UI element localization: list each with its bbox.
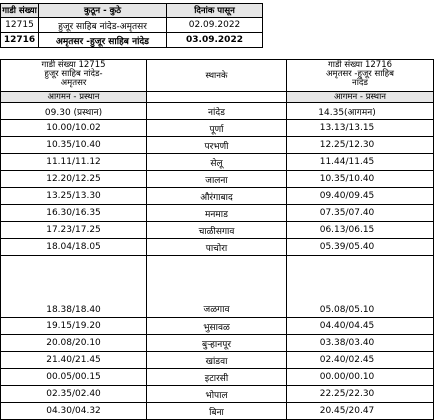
timetable [0, 59, 434, 420]
station-name: जळगाव [147, 256, 287, 318]
station-name: बिना [147, 403, 287, 420]
time-12716: 04.40/04.45 [287, 318, 434, 335]
time-12715: 09.30 (प्रस्थान) [1, 103, 147, 120]
time-12716: 20.45/20.47 [287, 403, 434, 420]
time-12716: 07.35/07.40 [287, 205, 434, 222]
station-name: भोपाल [147, 386, 287, 403]
timetable-row [1, 352, 434, 369]
header-line: गाडी संख्या 12715 [41, 60, 106, 70]
station-name: नांदेड [147, 103, 287, 120]
timetable-row [1, 154, 434, 171]
timetable-row [1, 335, 434, 352]
time-12715: 17.23/17.25 [1, 222, 147, 239]
time-12715: 18.38/18.40 [1, 256, 147, 318]
station-name: पूर्णा [147, 120, 287, 137]
train-date: 02.09.2022 [167, 18, 263, 33]
stations-label: स्थानके [205, 70, 228, 81]
time-12715: 10.00/10.02 [1, 120, 147, 137]
time-12715: 19.15/19.20 [1, 318, 147, 335]
train-number: 12715 [1, 18, 39, 33]
header-line: हुजूर साहिब नांदेड- [44, 69, 103, 79]
header-line: अमृतसर -हुजूर साहिब [326, 69, 394, 79]
timetable-row [1, 386, 434, 403]
time-12716: 14.35(आगमन) [287, 103, 434, 120]
time-12716: 00.00/00.10 [287, 369, 434, 386]
header-route: कुठून - कुठे [39, 4, 167, 18]
arrival-departure-right: आगमन - प्रस्थान [287, 92, 434, 103]
time-12716: 03.38/03.40 [287, 335, 434, 352]
time-12716: 02.40/02.45 [287, 352, 434, 369]
timetable-row [1, 403, 434, 420]
time-12715: 20.08/20.10 [1, 335, 147, 352]
station-name: जालना [147, 171, 287, 188]
time-12716: 13.13/13.15 [287, 120, 434, 137]
timetable-header-row [1, 60, 434, 92]
time-12715: 16.30/16.35 [1, 205, 147, 222]
time-12715: 21.40/21.45 [1, 352, 147, 369]
station-name: चाळीसगाव [147, 222, 287, 239]
timetable-row [1, 120, 434, 137]
time-12715: 12.20/12.25 [1, 171, 147, 188]
arrival-departure-left: आगमन - प्रस्थान [1, 92, 147, 103]
time-12715: 11.11/11.12 [1, 154, 147, 171]
time-12715: 18.04/18.05 [1, 239, 147, 256]
time-12716: 12.25/12.30 [287, 137, 434, 154]
timetable-row [1, 205, 434, 222]
timetable-row [1, 137, 434, 154]
train-date: 03.09.2022 [167, 33, 263, 48]
timetable-row [1, 222, 434, 239]
header-date-from: दिनांक पासून [167, 4, 263, 18]
station-name: पाचोरा [147, 239, 287, 256]
timetable-row [1, 256, 434, 318]
station-name: मनमाड [147, 205, 287, 222]
summary-row [1, 33, 263, 48]
timetable-row [1, 103, 434, 120]
timetable-subheader-row [1, 92, 434, 103]
station-name: परभणी [147, 137, 287, 154]
header-line: अमृतसर [60, 78, 87, 88]
summary-row [1, 18, 263, 33]
station-name: इटारसी [147, 369, 287, 386]
header-line: गाडी संख्या 12716 [327, 60, 393, 70]
time-12715: 02.35/02.40 [1, 386, 147, 403]
train-number: 12716 [1, 33, 39, 48]
train-route: हुजूर साहिब नांदेड-अमृतसर [39, 18, 167, 33]
time-12716: 06.13/06.15 [287, 222, 434, 239]
time-12715: 00.05/00.15 [1, 369, 147, 386]
station-name: खांडवा [147, 352, 287, 369]
time-12716: 09.40/09.45 [287, 188, 434, 205]
subheader-blank [147, 92, 287, 103]
timetable-row [1, 171, 434, 188]
time-12715: 13.25/13.30 [1, 188, 147, 205]
station-name: औरंगाबाद [147, 188, 287, 205]
time-12716: 10.35/10.40 [287, 171, 434, 188]
timetable-row [1, 188, 434, 205]
header-line: नांदेड [352, 78, 368, 88]
time-12716: 22.25/22.30 [287, 386, 434, 403]
time-12715: 10.35/10.40 [1, 137, 147, 154]
time-12716: 05.39/05.40 [287, 239, 434, 256]
train-summary-table [0, 3, 263, 48]
header-train-12715 [1, 60, 147, 92]
summary-header-row [1, 4, 263, 18]
time-12716: 11.44/11.45 [287, 154, 434, 171]
station-name: सेलू [147, 154, 287, 171]
time-12716: 05.08/05.10 [287, 256, 434, 318]
train-route: अमृतसर -हुजूर साहिब नांदेड [39, 33, 167, 48]
timetable-row [1, 318, 434, 335]
station-name: बुऱ्हानपूर [147, 335, 287, 352]
timetable-row [1, 239, 434, 256]
time-12715: 04.30/04.32 [1, 403, 147, 420]
header-stations [147, 60, 287, 92]
header-train-number: गाडी संख्या [1, 4, 39, 18]
station-name: भुसावळ [147, 318, 287, 335]
timetable-row [1, 369, 434, 386]
header-train-12716 [287, 60, 434, 92]
